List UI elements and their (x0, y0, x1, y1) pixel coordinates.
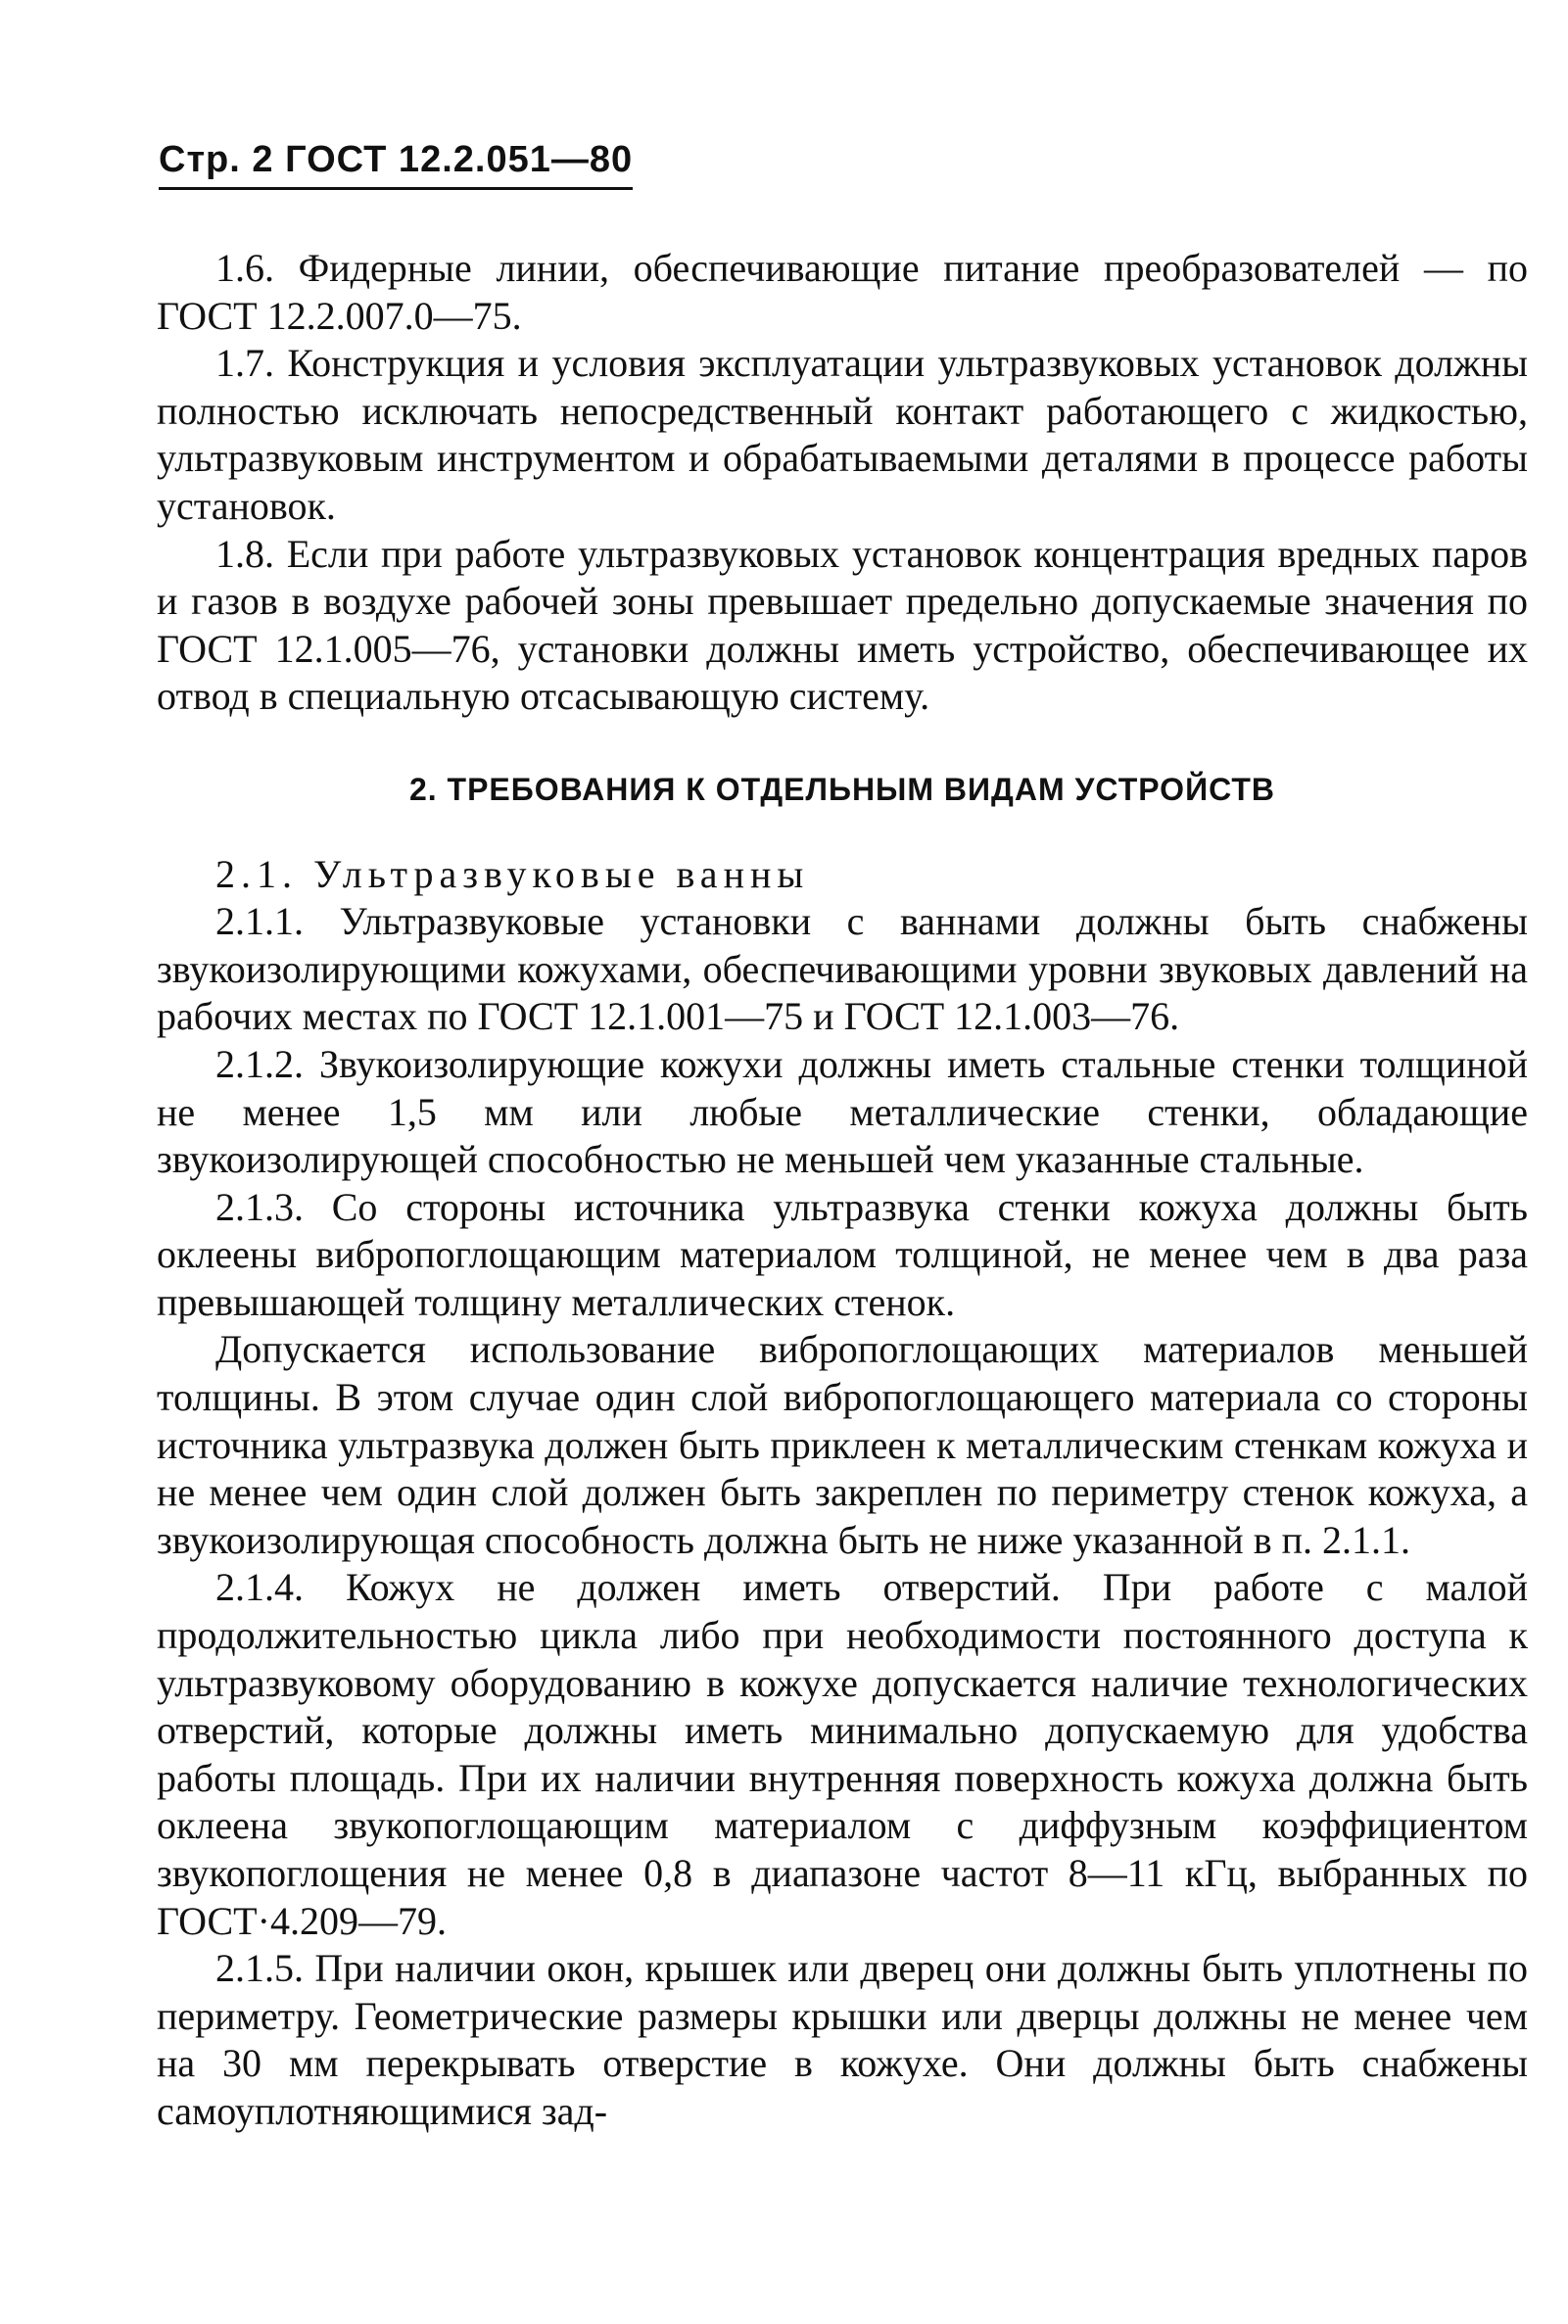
section-heading: 2. ТРЕБОВАНИЯ К ОТДЕЛЬНЫМ ВИДАМ УСТРОЙСТВ (408, 771, 1276, 807)
document-body (157, 245, 1528, 2136)
paragraph-2-1-5: 2.1.5. При наличии окон, крышек или дверец они должны быть уплотнены по периметру. Геометрические размеры крышки или дверцы должны не менее чем на 30 мм перекрывать отверстие в кожухе. Они должны быть снабжены самоуплотняющимися зад- (157, 1946, 1528, 2133)
paragraph-2-1-2: 2.1.2. Звукоизолирующие кожухи должны иметь стальные стенки толщиной не менее 1,5 мм или любые металлические стенки, обладающие звукоизолирующей способностью не меньшей чем указанные стальные. (157, 1041, 1528, 1182)
paragraph-1-7: 1.7. Конструкция и условия эксплуатации ультразвуковых установок должны полностью исключать непосредственный контакт работающего с жидкостью, ультразвуковым инструментом и обрабатываемыми деталями в процессе работы установок. (157, 341, 1528, 528)
paragraph-2-1-3: 2.1.3. Со стороны источника ультразвука стенки кожуха должны быть оклеены вибропоглощающим материалом толщиной, не менее чем в два раза превышающей толщину металлических стенок. (157, 1184, 1528, 1324)
paragraph-1-6: 1.6. Фидерные линии, обеспечивающие питание преобразователей — по ГОСТ 12.2.007.0—75. (157, 246, 1528, 338)
paragraph-2-1-4: 2.1.4. Кожух не должен иметь отверстий. При работе с малой продолжительностью цикла либо при необходимости постоянного доступа к ультразвуковому оборудованию в кожухе допускается наличие технологических отверстий, которые должны иметь минимально допускаемую для удобства работы площадь. При их наличии внутренняя поверхность кожуха должна быть оклеена звукопоглощающим материалом с диффузным коэффициентом звукопоглощения не менее 0,8 в диапазоне частот 8—11 кГц, выбранных по ГОСТ·4.209—79. (157, 1565, 1528, 1943)
subsection-title: 2.1. Ультразвуковые ванны (215, 851, 810, 896)
paragraph-1-8: 1.8. Если при работе ультразвуковых установок концентрация вредных паров и газов в воздухе рабочей зоны превышает предельно допускаемые значения по ГОСТ 12.1.005—76, установки должны иметь устройство, обеспечивающее их отвод в специальную отсасывающую систему. (157, 531, 1528, 719)
paragraph-2-1-3-note: Допускается использование вибропоглощающих материалов меньшей толщины. В этом случае один слой вибропоглощающего материала со стороны источника ультразвука должен быть приклеен к металлическим стенкам кожуха и не менее чем один слой должен быть закреплен по периметру стенок кожуха, а звукоизолирующая способность должна быть не ниже указанной в п. 2.1.1. (157, 1327, 1528, 1562)
paragraph-2-1-1: 2.1.1. Ультразвуковые установки с ваннами должны быть снабжены звукоизолирующими кожухами, обеспечивающими уровни звуковых давлений на рабочих местах по ГОСТ 12.1.001—75 и ГОСТ 12.1.003—76. (157, 899, 1528, 1039)
running-head: Стр. 2 ГОСТ 12.2.051—80 (159, 139, 633, 190)
